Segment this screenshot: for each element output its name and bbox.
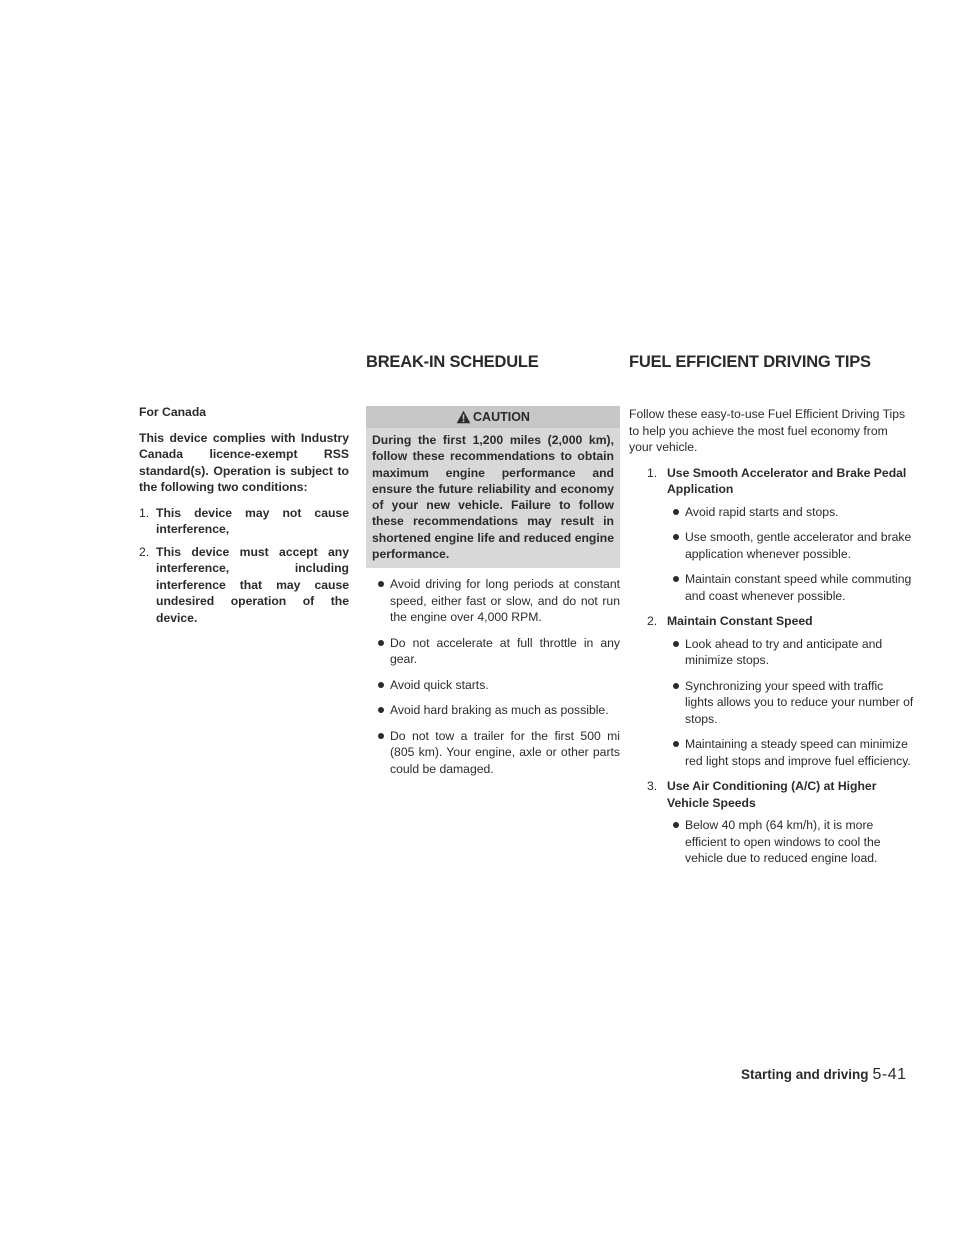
bullet-text: Avoid hard braking as much as possible. — [390, 703, 609, 718]
fuel-tips-intro: Follow these easy-to-use Fuel Efficient Driving Tips to help you achieve the most fuel economy from your vehicle. — [629, 407, 906, 454]
bullet-icon — [378, 640, 384, 646]
bullet-icon — [673, 534, 679, 540]
page-number: 5-41 — [872, 1066, 907, 1083]
bullet-text: Avoid quick starts. — [390, 677, 489, 692]
break-in-column — [366, 352, 620, 786]
bullet-text: Use smooth, gentle accelerator and brake application whenever possible. — [685, 530, 912, 561]
caution-title — [366, 406, 620, 428]
caution-box — [366, 406, 620, 568]
bullet-text: Below 40 mph (64 km/h), it is more efficient to open windows to cool the vehicle due to reduced engine load. — [685, 818, 881, 865]
bullet-icon — [378, 682, 384, 688]
list-item — [667, 504, 914, 521]
condition-text: This device may not cause interference, — [156, 505, 349, 536]
bullet-icon — [673, 641, 679, 647]
bullet-text: Maintain constant speed while commuting and coast whenever possible. — [685, 572, 912, 603]
fuel-tips-heading: FUEL EFFICIENT DRIVING TIPS — [629, 353, 871, 371]
bullet-text: Do not tow a trailer for the first 500 mi (805 km). Your engine, axle or other parts could be damaged. — [390, 728, 620, 776]
page-footer — [741, 1066, 907, 1084]
bullet-text: Maintaining a steady speed can minimize red light stops and improve fuel efficiency. — [685, 737, 911, 768]
canada-heading: For Canada — [139, 405, 207, 419]
bullet-text: Avoid rapid starts and stops. — [685, 504, 839, 519]
tip-title-text: Maintain Constant Speed — [667, 614, 813, 628]
tip-title-text: Use Smooth Accelerator and Brake Pedal Application — [667, 465, 907, 496]
bullet-text: Do not accelerate at full throttle in any gear. — [390, 635, 620, 667]
tip-title — [647, 465, 914, 498]
condition-text: This device must accept any interference, including interference that may cause undesired operation of the device. — [156, 544, 349, 625]
tip-bullets — [667, 817, 914, 867]
tip-number: 3. — [647, 779, 658, 793]
tip-number: 2. — [647, 614, 658, 628]
bullet-icon — [673, 509, 679, 515]
tip-title — [647, 778, 914, 811]
list-item — [372, 677, 620, 694]
warning-triangle-icon — [456, 410, 471, 424]
bullet-icon — [673, 822, 679, 828]
fuel-tips-column — [629, 352, 914, 876]
caution-label: CAUTION — [473, 410, 530, 424]
bullet-text: Avoid driving for long periods at constant speed, either fast or slow, and do not run the engine over 4,000 RPM. — [390, 577, 620, 625]
bullet-text: Synchronizing your speed with traffic lights allows you to reduce your number of stops. — [685, 678, 914, 726]
break-in-bullets — [372, 576, 620, 777]
footer-section-title: Starting and driving — [741, 1067, 869, 1082]
list-item — [372, 702, 620, 719]
canada-condition-1 — [139, 505, 349, 538]
bullet-text: Look ahead to try and anticipate and minimize stops. — [685, 636, 883, 667]
fuel-tip-2 — [647, 613, 914, 769]
condition-number: 2. — [139, 544, 150, 559]
list-item — [667, 817, 914, 867]
bullet-icon — [673, 683, 679, 689]
canada-intro: This device complies with Industry Canada licence-exempt RSS standard(s). Operation is subject to the following two conditions: — [139, 430, 349, 494]
list-item — [667, 636, 914, 669]
bullet-icon — [378, 581, 384, 587]
break-in-heading: BREAK-IN SCHEDULE — [366, 353, 539, 371]
fuel-tip-1 — [647, 465, 914, 605]
list-item — [667, 571, 914, 604]
list-item — [372, 576, 620, 626]
bullet-icon — [673, 741, 679, 747]
list-item — [667, 529, 914, 562]
list-item — [372, 635, 620, 668]
tip-bullets — [667, 504, 914, 605]
list-item — [667, 736, 914, 769]
tip-bullets — [667, 636, 914, 770]
condition-number: 1. — [139, 505, 150, 520]
tip-title — [647, 613, 914, 630]
tip-title-text: Use Air Conditioning (A/C) at Higher Vehicle Speeds — [667, 779, 877, 810]
bullet-icon — [378, 707, 384, 713]
canada-condition-2 — [139, 544, 349, 627]
list-item — [372, 728, 620, 778]
bullet-icon — [673, 576, 679, 582]
caution-text: During the first 1,200 miles (2,000 km), follow these recommendations to obtain maximum engine performance and ensure the future reliability and economy of your new vehicle. Failure to follow these recommendations may result in shortened engine life and reduced engine performance. — [372, 433, 614, 562]
canada-compliance-column — [139, 404, 349, 632]
list-item — [667, 678, 914, 728]
tip-number: 1. — [647, 465, 658, 480]
bullet-icon — [378, 733, 384, 739]
fuel-tip-3 — [647, 778, 914, 867]
